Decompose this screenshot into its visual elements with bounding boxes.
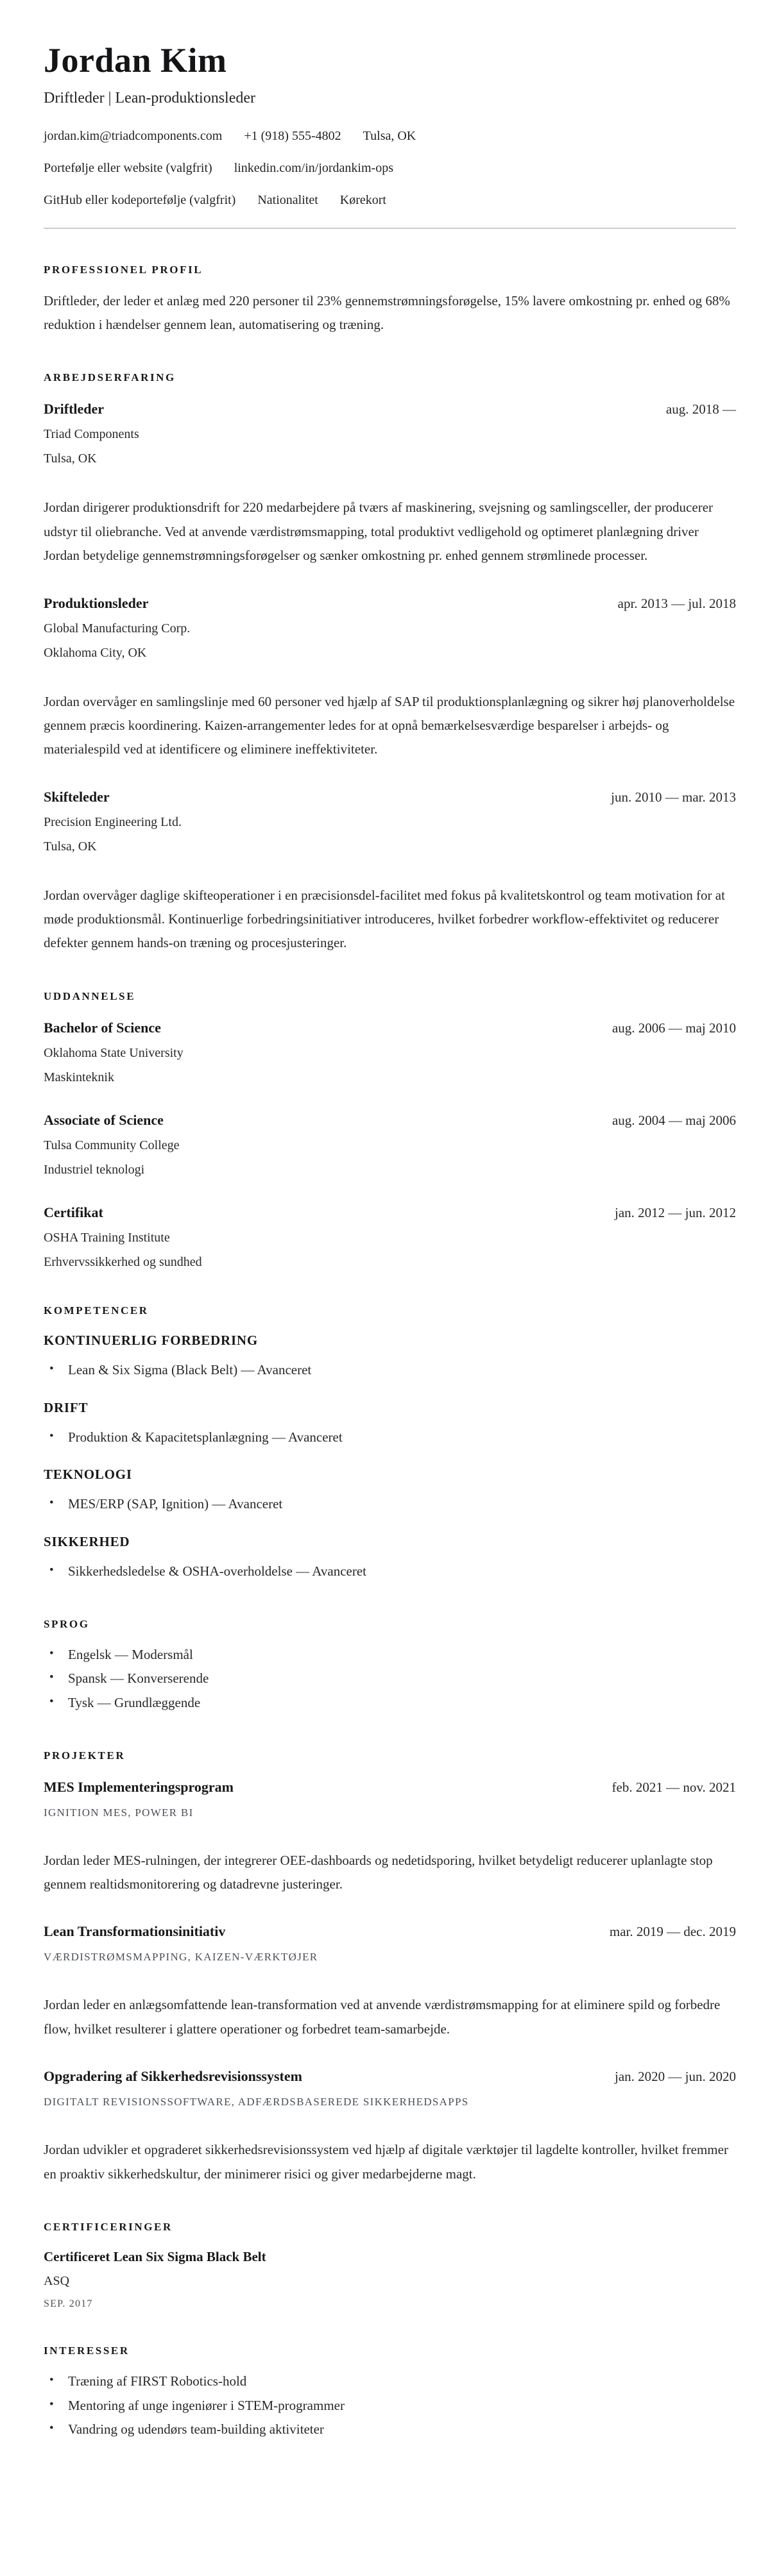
skill-group-label: KONTINUERLIG FORBEDRING	[44, 1332, 259, 1348]
entry-header	[44, 1923, 736, 1940]
education-dates: aug. 2006 — maj 2010	[612, 1020, 736, 1036]
job-description: Jordan dirigerer produktionsdrift for 220 medarbejdere på tværs af maskinering, svejsning og samlingsceller, der producerer udstyr til oliebranche. Ved at anvende værdistrømsmapping, total produktivt vedligehold og optimeret planlægning driver Jordan betydelige gennemstrømningsforøgelser og sænker omkostning pr. enhed gennem strømlinede processer.	[44, 500, 714, 564]
section-title: KOMPETENCER	[44, 1304, 149, 1317]
skill-list	[44, 1493, 736, 1516]
skill-item: • Produktion & Kapacitetsplanlægning — Avanceret	[44, 1426, 736, 1449]
job-description: Jordan overvåger daglige skifteoperationer i en præcisionsdel-facilitet med fokus på kvalitetskontrol og team motivation for at møde produktionsmål. Kontinuerlige forbedringsinitiativer introduceres, hvilket forbedrer workflow-effektivitet og reducerer defekter gennem hands-on træning og procesjusteringer.	[44, 887, 725, 951]
project-tools: VÆRDISTRØMSMAPPING, KAIZEN-VÆRKTØJER	[44, 1951, 318, 1964]
section-title: UDDANNELSE	[44, 989, 136, 1002]
skill-list	[44, 1560, 736, 1583]
experience-entry	[44, 595, 736, 762]
job-dates: apr. 2013 — jul. 2018	[617, 595, 736, 611]
section-title: SPROG	[44, 1617, 90, 1630]
contact-info	[44, 129, 736, 208]
skill-group-label: DRIFT	[44, 1399, 89, 1415]
candidate-name: Jordan Kim	[44, 41, 227, 80]
entry-header	[44, 1112, 736, 1129]
job-title: Produktionsleder	[44, 594, 149, 611]
project-tools: DIGITALT REVISIONSSOFTWARE, ADFÆRDSBASEREDE SIKKERHEDSAPPS	[44, 2096, 469, 2109]
contact-row	[44, 193, 736, 208]
degree-title: Certifikat	[44, 1204, 103, 1220]
project-entry	[44, 1779, 736, 1897]
skill-list	[44, 1426, 736, 1449]
education-dates: jan. 2012 — jun. 2012	[615, 1204, 736, 1220]
field-of-study: Industriel teknologi	[44, 1162, 145, 1177]
contact-row	[44, 129, 736, 144]
project-entry	[44, 1923, 736, 2041]
job-company: Global Manufacturing Corp.	[44, 621, 191, 636]
field-of-study: Erhvervssikkerhed og sundhed	[44, 1254, 202, 1269]
entry-header	[44, 1204, 736, 1221]
language-list	[44, 1644, 736, 1715]
entry-header	[44, 401, 736, 417]
section-certifications	[44, 2221, 736, 2310]
skill-list	[44, 1359, 736, 1382]
skill-group-label: SIKKERHED	[44, 1533, 130, 1549]
contact-item-nationality: Nationalitet	[257, 192, 318, 207]
profile-text: Driftleder, der leder et anlæg med 220 personer til 23% gennemstrømningsforøgelse, 15% lavere omkostning pr. enhed og 68% reduktion i hændelser gennem lean, automatisering og træning.	[44, 292, 730, 333]
entry-header	[44, 1020, 736, 1036]
job-description: Jordan overvåger en samlingslinje med 60 personer ved hjælp af SAP til produktionsplanlægning og sikrer høj planoverholdelse gennem præcis koordinering. Kaizen-arrangementer ledes for at opnå bemærkelsesværdige besparelser i arbejds- og materialespild ved at identificere og eliminere ineffektiviteter.	[44, 693, 735, 757]
project-tools: IGNITION MES, POWER BI	[44, 1806, 194, 1819]
interest-item: • Træning af FIRST Robotics-hold	[44, 2370, 736, 2393]
certification-date: SEP. 2017	[44, 2298, 93, 2309]
education-entry	[44, 1020, 736, 1085]
job-location: Oklahoma City, OK	[44, 645, 147, 660]
entry-header	[44, 1779, 736, 1796]
section-languages	[44, 1618, 736, 1715]
skill-item: • Sikkerhedsledelse & OSHA-overholdelse — Avanceret	[44, 1560, 736, 1583]
job-title: Driftleder	[44, 401, 105, 417]
experience-entry	[44, 401, 736, 568]
project-description: Jordan leder MES-rulningen, der integrerer OEE-dashboards og nedetidsporing, hvilket betydeligt reducerer uplanlagte stop gennem realtidsmonitorering og datadrevne justeringer.	[44, 1852, 713, 1892]
project-entry	[44, 2068, 736, 2186]
skill-item: • MES/ERP (SAP, Ignition) — Avanceret	[44, 1493, 736, 1516]
certification-issuer: ASQ	[44, 2273, 70, 2288]
contact-item-github-placeholder: GitHub eller kodeportefølje (valgfrit)	[44, 192, 236, 207]
school-name: Tulsa Community College	[44, 1138, 180, 1152]
job-dates: aug. 2018 —	[665, 401, 736, 417]
project-description: Jordan udvikler et opgraderet sikkerhedsrevisionssystem ved hjælp af digitale værktøjer til lagdelte kontroller, hvilket fremmer en proaktiv sikkerhedskultur, der minimerer risici og giver medarbejderne magt.	[44, 2142, 728, 2182]
contact-item-phone: +1 (918) 555-4802	[244, 128, 341, 143]
project-description: Jordan leder en anlægsomfattende lean-transformation ved at anvende værdistrømsmapping for at eliminere spild og forbedre flow, hvilket resulterer i glattere operationer og forbedret team-samarbejde.	[44, 1997, 721, 2037]
contact-item-website-placeholder: Portefølje eller website (valgfrit)	[44, 160, 212, 175]
entry-header	[44, 595, 736, 612]
job-location: Tulsa, OK	[44, 451, 97, 466]
skill-group	[44, 1467, 736, 1516]
interest-list	[44, 2370, 736, 2441]
language-item: • Engelsk — Modersmål	[44, 1644, 736, 1667]
interest-item: • Vandring og udendørs team-building aktiviteter	[44, 2418, 736, 2441]
field-of-study: Maskinteknik	[44, 1070, 114, 1084]
education-dates: aug. 2004 — maj 2006	[612, 1112, 736, 1128]
contact-item-linkedin: linkedin.com/in/jordankim-ops	[234, 160, 393, 175]
skill-group	[44, 1400, 736, 1449]
degree-title: Associate of Science	[44, 1111, 164, 1128]
resume-header	[44, 42, 736, 229]
entry-header	[44, 789, 736, 805]
header-divider	[44, 228, 736, 229]
project-dates: jan. 2020 — jun. 2020	[615, 2069, 736, 2085]
job-company: Precision Engineering Ltd.	[44, 814, 182, 829]
job-dates: jun. 2010 — mar. 2013	[611, 789, 736, 805]
contact-item-drivers-license: Kørekort	[339, 192, 386, 207]
section-title: CERTIFICERINGER	[44, 2220, 173, 2233]
section-education	[44, 990, 736, 1270]
project-title: Opgradering af Sikkerhedsrevisionssystem	[44, 2068, 302, 2085]
contact-row	[44, 161, 736, 176]
project-dates: feb. 2021 — nov. 2021	[612, 1779, 736, 1795]
experience-entry	[44, 789, 736, 955]
certification-name: Certificeret Lean Six Sigma Black Belt	[44, 2248, 266, 2264]
project-title: MES Implementeringsprogram	[44, 1778, 234, 1795]
section-interests	[44, 2344, 736, 2441]
language-item: • Spansk — Konverserende	[44, 1667, 736, 1690]
project-dates: mar. 2019 — dec. 2019	[609, 1924, 736, 1940]
degree-title: Bachelor of Science	[44, 1019, 161, 1036]
language-item: • Tysk — Grundlæggende	[44, 1692, 736, 1715]
interest-item: • Mentoring af unge ingeniører i STEM-programmer	[44, 2395, 736, 2418]
school-name: OSHA Training Institute	[44, 1230, 170, 1245]
section-skills	[44, 1304, 736, 1583]
section-title: PROFESSIONEL PROFIL	[44, 263, 203, 276]
skill-group	[44, 1534, 736, 1583]
job-location: Tulsa, OK	[44, 839, 97, 854]
section-title: ARBEJDSERFARING	[44, 371, 176, 384]
skill-item: • Lean & Six Sigma (Black Belt) — Avanceret	[44, 1359, 736, 1382]
entry-header	[44, 2068, 736, 2085]
section-experience	[44, 371, 736, 955]
section-title: PROJEKTER	[44, 1749, 126, 1762]
contact-item-location: Tulsa, OK	[363, 128, 416, 143]
contact-item-email: jordan.kim@triadcomponents.com	[44, 128, 223, 143]
section-title: INTERESSER	[44, 2344, 130, 2357]
job-title: Skifteleder	[44, 788, 110, 805]
school-name: Oklahoma State University	[44, 1045, 184, 1060]
education-entry	[44, 1112, 736, 1177]
education-entry	[44, 1204, 736, 1270]
candidate-headline: Driftleder | Lean-produktionsleder	[44, 89, 256, 106]
section-projects	[44, 1749, 736, 2186]
project-title: Lean Transformationsinitiativ	[44, 1923, 226, 1940]
skill-group-label: TEKNOLOGI	[44, 1467, 132, 1483]
section-profile	[44, 264, 736, 337]
skill-group	[44, 1333, 736, 1382]
job-company: Triad Components	[44, 427, 139, 442]
